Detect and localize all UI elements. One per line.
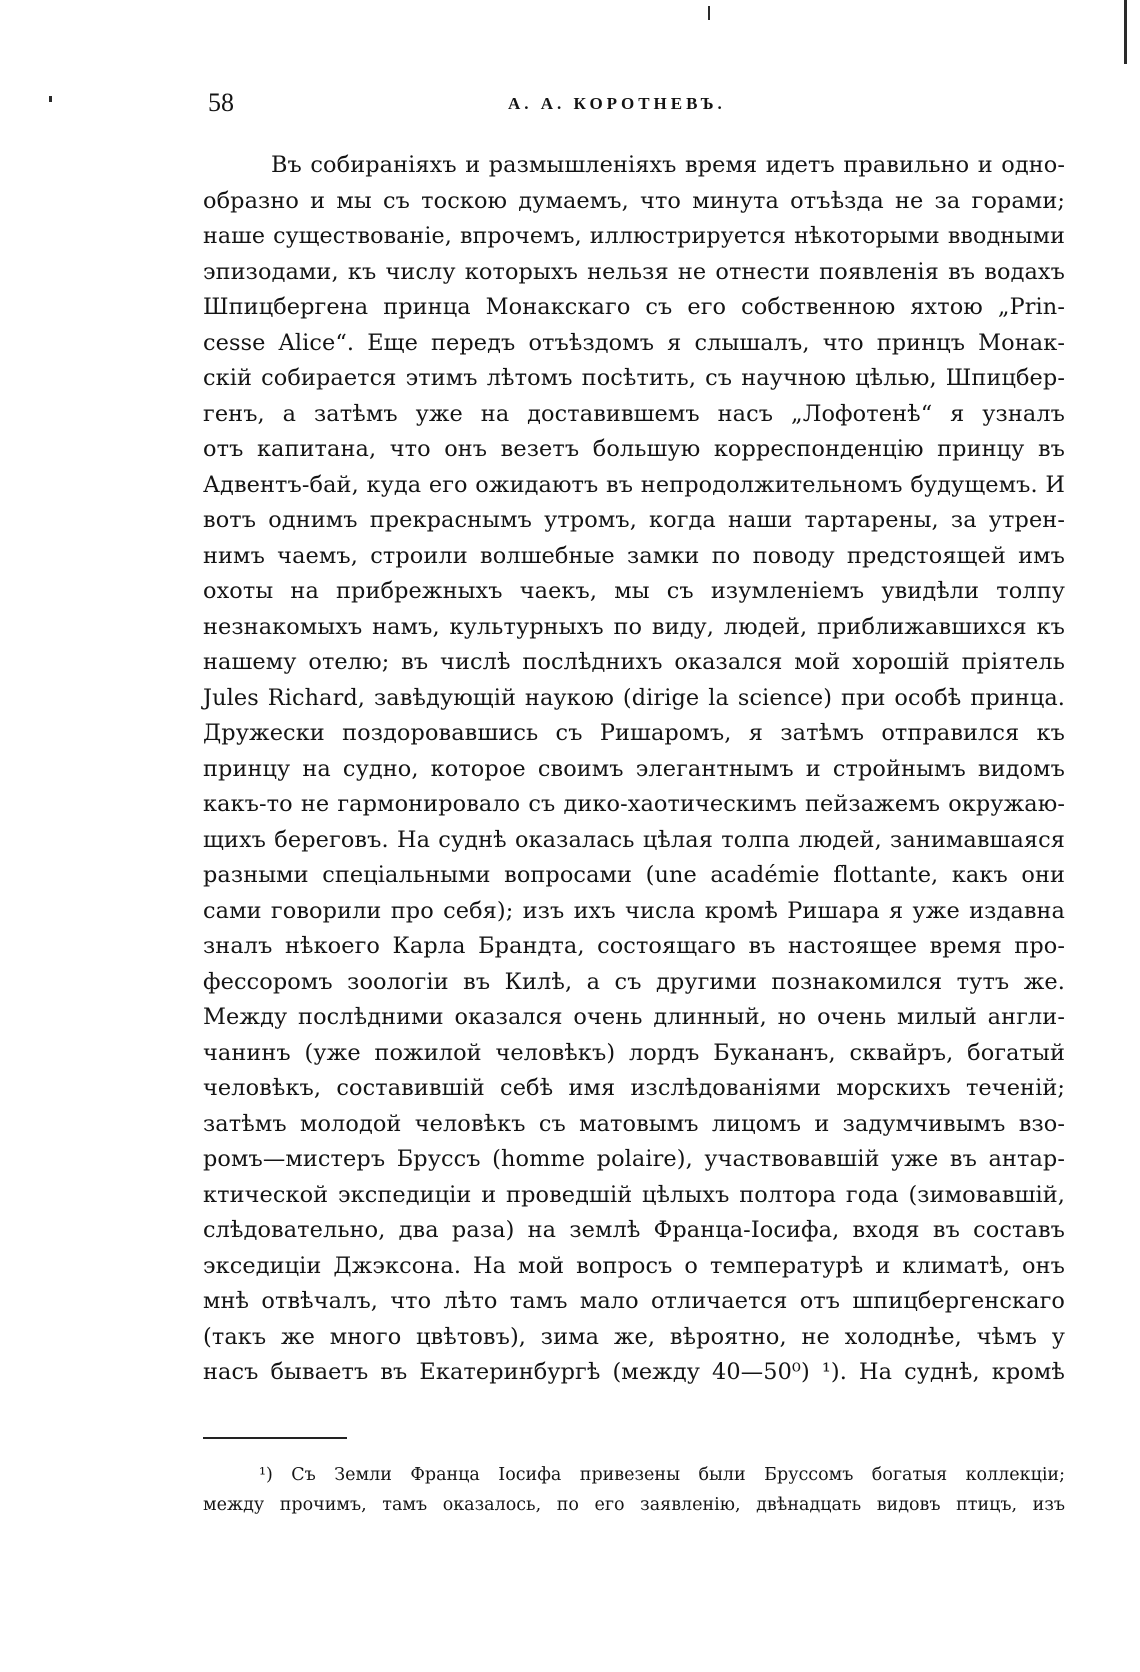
footnote-line: ¹) Съ Земли Франца Іосифа привезены были Бруссомъ богатыя коллекціи;: [259, 1465, 1065, 1485]
footnote-line: между прочимъ, тамъ оказалось, по его заявленію, двѣнадцать видовъ птицъ, изъ: [203, 1495, 1065, 1515]
text-line: нашему отелю; въ числѣ послѣднихъ оказался мой хорошій пріятель: [203, 649, 1065, 675]
scan-mark-right-edge: [1124, 0, 1127, 64]
text-line: разными спеціальными вопросами (une académie flottante, какъ они: [203, 862, 1065, 888]
text-line: наше существованіе, впрочемъ, иллюстрируется нѣкоторыми вводными: [203, 223, 1065, 249]
text-line: генъ, а затѣмъ уже на доставившемъ насъ „Лофотенѣ“ я узналъ: [203, 400, 1065, 427]
text-line: Шпицбергена принца Монакскаго съ его собственною яхтою „Prin-: [203, 294, 1065, 320]
text-line: Въ собираніяхъ и размышленіяхъ время идетъ правильно и одно-: [271, 152, 1065, 178]
text-line: отъ капитана, что онъ везетъ большую корреспонденцію принцу въ: [203, 436, 1065, 462]
text-line: затѣмъ молодой человѣкъ съ матовымъ лицомъ и задумчивымъ взо-: [203, 1110, 1065, 1137]
text-line: слѣдовательно, два раза) на землѣ Франца-Іосифа, входя въ составъ: [203, 1217, 1065, 1243]
text-line: принцу на судно, которое своимъ элегантнымъ и стройнымъ видомъ: [203, 755, 1065, 782]
text-line: ромъ—мистеръ Бруссъ (homme polaire), участвовавшій уже въ антар-: [203, 1146, 1065, 1172]
text-line: сами говорили про себя); изъ ихъ числа кромѣ Ришара я уже издавна: [203, 897, 1065, 924]
scan-mark-left: [49, 96, 52, 102]
text-line: скій собирается этимъ лѣтомъ посѣтить, съ научною цѣлью, Шпицбер-: [203, 365, 1065, 391]
text-line: cesse Alice“. Еще передъ отъѣздомъ я слышалъ, что принцъ Монак-: [203, 329, 1065, 356]
text-line: чанинъ (уже пожилой человѣкъ) лордъ Букананъ, сквайръ, богатый: [203, 1039, 1065, 1066]
text-line: вотъ однимъ прекраснымъ утромъ, когда наши тартарены, за утрен-: [203, 507, 1065, 533]
text-line: зналъ нѣкоего Карла Брандта, состоящаго въ настоящее время про-: [203, 933, 1065, 959]
text-line: образно и мы съ тоскою думаемъ, что минута отъѣзда не за горами;: [203, 187, 1065, 214]
text-line: Между послѣдними оказался очень длинный, но очень милый англи-: [203, 1004, 1065, 1030]
text-line: Адвентъ-бай, куда его ожидаютъ въ непродолжительномъ будущемъ. И: [203, 471, 1065, 498]
footnotes: [203, 1460, 1065, 1520]
text-line: щихъ береговъ. На суднѣ оказалась цѣлая толпа людей, занимавшаяся: [203, 826, 1065, 853]
text-line: незнакомыхъ намъ, культурныхъ по виду, людей, приближавшихся къ: [203, 613, 1065, 640]
text-line: ктической экспедиціи и проведшій цѣлыхъ полтора года (зимовавшій,: [203, 1181, 1065, 1208]
text-line: насъ бываетъ въ Екатеринбургѣ (между 40—50⁰) ¹). На суднѣ, кромѣ: [203, 1359, 1065, 1385]
footnote-separator: [203, 1437, 347, 1439]
text-line: эпизодами, къ числу которыхъ нельзя не отнести появленія въ водахъ: [203, 258, 1065, 285]
text-line: Дружески поздоровавшись съ Ришаромъ, я затѣмъ отправился къ: [203, 720, 1065, 746]
page-number: 58: [208, 88, 234, 117]
page-header: [208, 88, 1058, 128]
text-line: (такъ же много цвѣтовъ), зима же, вѣроятно, не холоднѣе, чѣмъ у: [203, 1323, 1065, 1350]
text-line: экседиціи Джэксона. На мой вопросъ о температурѣ и климатѣ, онъ: [203, 1252, 1065, 1279]
text-line: фессоромъ зоологіи въ Килѣ, а съ другими познакомился тутъ же.: [203, 968, 1065, 995]
body-text: [203, 148, 1065, 1391]
text-line: какъ-то не гармонировало съ дико-хаотическимъ пейзажемъ окружаю-: [203, 791, 1065, 817]
text-line: мнѣ отвѣчалъ, что лѣто тамъ мало отличается отъ шпицбергенскаго: [203, 1288, 1065, 1314]
running-head: А. А. КОРОТНЕВЪ.: [508, 94, 726, 113]
text-line: нимъ чаемъ, строили волшебные замки по поводу предстоящей имъ: [203, 542, 1065, 569]
text-line: охоты на прибрежныхъ чаекъ, мы съ изумленіемъ увидѣли толпу: [203, 578, 1065, 604]
text-line: Jules Richard, завѣдующій наукою (dirige la science) при особѣ принца.: [203, 684, 1065, 711]
scan-mark-top: [708, 6, 710, 20]
text-line: человѣкъ, составившій себѣ имя изслѣдованіями морскихъ теченій;: [203, 1075, 1065, 1101]
